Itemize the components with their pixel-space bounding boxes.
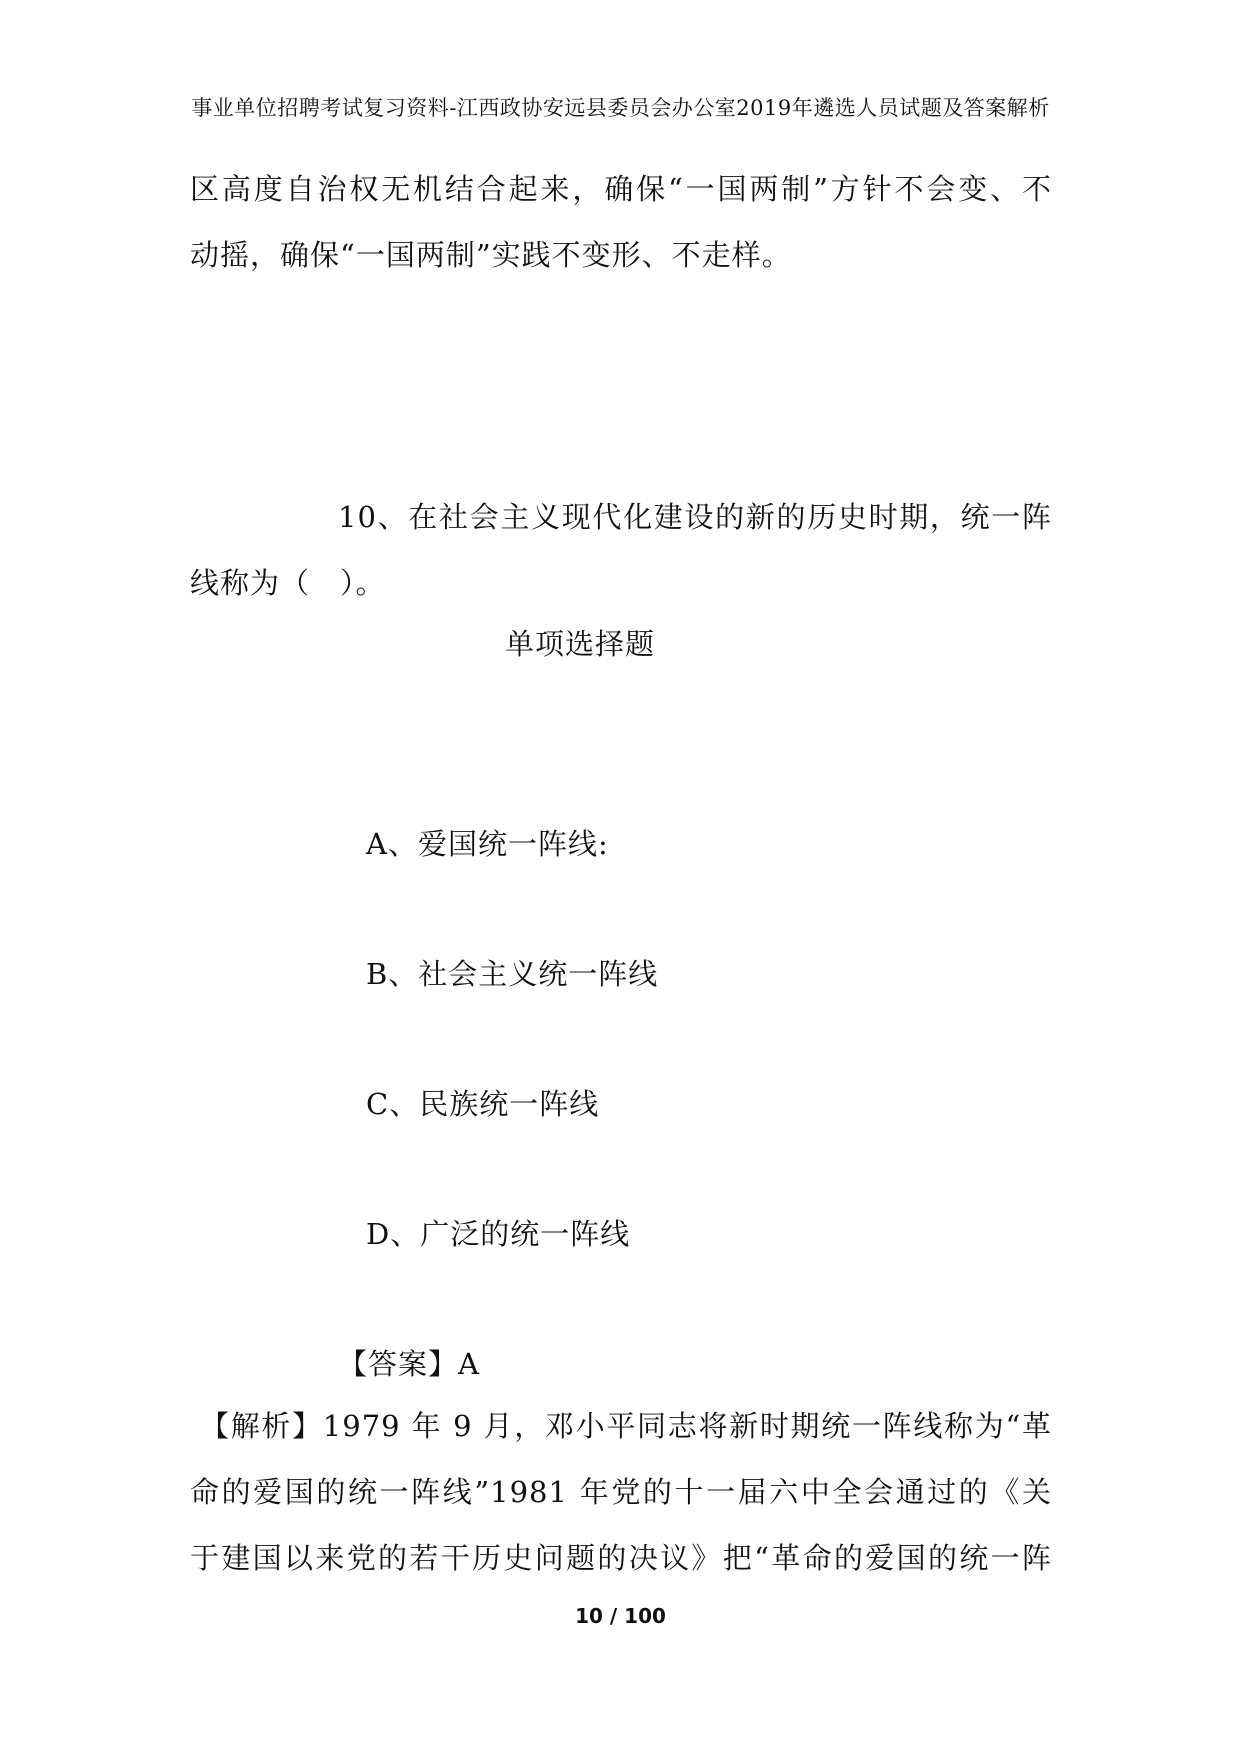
option-d: D、广泛的统一阵线 (366, 1217, 631, 1251)
question-stem (190, 484, 1052, 616)
document-header: 事业单位招聘考试复习资料-江西政协安远县委员会办公室2019年遴选人员试题及答案解析 (191, 96, 1050, 120)
question-line: 线称为（ ）。 (190, 566, 386, 600)
analysis-line: 【解析】1979 年 9 月，邓小平同志将新时期统一阵线称为“革 (200, 1409, 1052, 1443)
analysis-paragraph (190, 1393, 1052, 1591)
answer-line: 【答案】A (338, 1347, 480, 1381)
question-line: 10、在社会主义现代化建设的新的历史时期，统一阵 (338, 500, 1052, 534)
page-number: 10 / 100 (575, 1604, 666, 1628)
question-type-label: 单项选择题 (504, 627, 655, 661)
option-b: B、社会主义统一阵线 (366, 957, 659, 991)
option-c: C、民族统一阵线 (366, 1087, 600, 1121)
paragraph-line: 区高度自治权无机结合起来，确保“一国两制”方针不会变、不 (190, 172, 1052, 206)
analysis-line: 命的爱国的统一阵线”1981 年党的十一届六中全会通过的《关 (190, 1475, 1052, 1509)
option-a: A、爱国统一阵线: (366, 827, 609, 861)
continuation-paragraph (190, 156, 1052, 288)
paragraph-line: 动摇，确保“一国两制”实践不变形、不走样。 (190, 238, 792, 272)
analysis-line: 于建国以来党的若干历史问题的决议》把“革命的爱国的统一阵 (190, 1541, 1052, 1575)
